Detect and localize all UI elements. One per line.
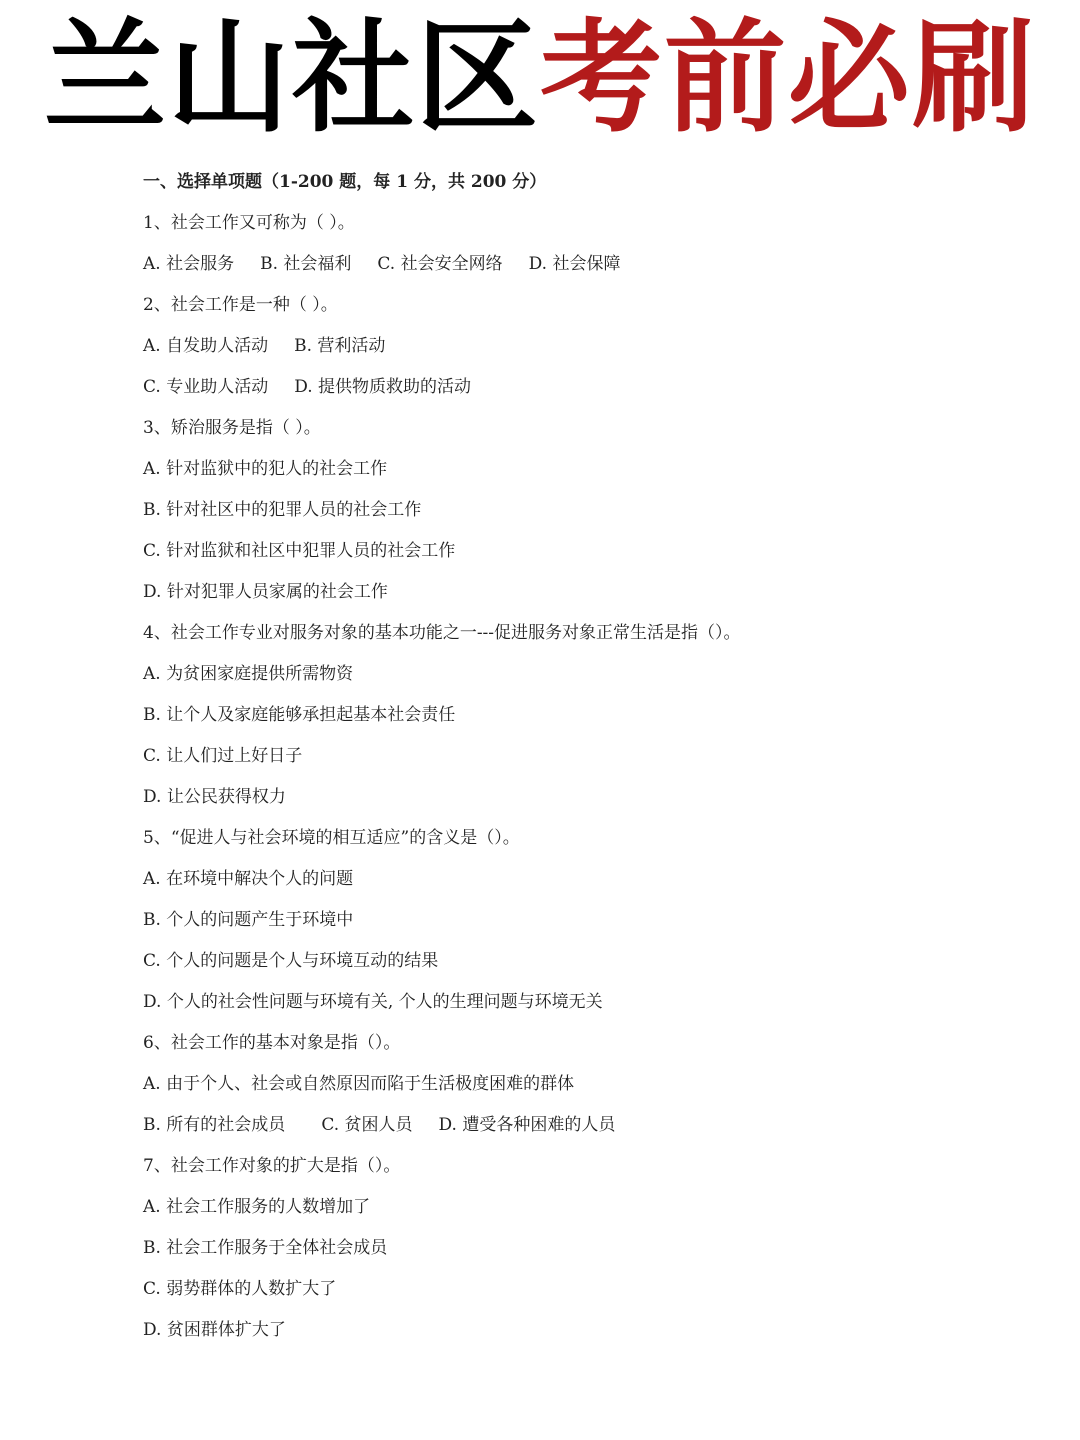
question-4-option-a: A. 为贫困家庭提供所需物资 <box>143 664 354 684</box>
question-2-option-d: D. 提供物质救助的活动 <box>294 377 472 397</box>
question-4-option-c: C. 让人们过上好日子 <box>143 746 303 766</box>
question-5-option-d: D. 个人的社会性问题与环境有关, 个人的生理问题与环境无关 <box>143 992 603 1012</box>
question-4-stem: 4、社会工作专业对服务对象的基本功能之一---促进服务对象正常生活是指（）。 <box>143 623 741 643</box>
question-7-option-c: C. 弱势群体的人数扩大了 <box>143 1279 337 1299</box>
question-1-stem: 1、社会工作又可称为（ ）。 <box>143 213 355 233</box>
question-6-option-c: C. 贫困人员 <box>321 1115 413 1135</box>
question-3-option-d: D. 针对犯罪人员家属的社会工作 <box>143 582 388 602</box>
question-1-option-d: D. 社会保障 <box>528 254 621 274</box>
question-4-option-b: B. 让个人及家庭能够承担起基本社会责任 <box>143 705 456 725</box>
section-title: 一、选择单项题（1-200 题，每 1 分，共 200 分） <box>143 172 547 192</box>
question-3-stem: 3、矫治服务是指（ ）。 <box>143 418 321 438</box>
question-1-option-b: B. 社会福利 <box>260 254 352 274</box>
question-1-option-c: C. 社会安全网络 <box>377 254 503 274</box>
question-2-options-row-1 <box>143 326 1043 367</box>
question-1-options <box>143 244 1043 285</box>
question-2-option-c: C. 专业助人活动 <box>143 377 269 397</box>
question-6-option-d: D. 遭受各种困难的人员 <box>438 1115 616 1135</box>
question-5-option-c: C. 个人的问题是个人与环境互动的结果 <box>143 951 439 971</box>
question-2-option-b: B. 营利活动 <box>294 336 386 356</box>
question-2-options-row-2 <box>143 367 1043 408</box>
question-2-option-a: A. 自发助人活动 <box>143 336 269 356</box>
headline-community-name: 兰山社区 <box>44 7 540 149</box>
question-7-option-b: B. 社会工作服务于全体社会成员 <box>143 1238 388 1258</box>
question-2-stem: 2、社会工作是一种（ ）。 <box>143 295 338 315</box>
question-6-stem: 6、社会工作的基本对象是指（）。 <box>143 1033 401 1053</box>
question-5-option-a: A. 在环境中解决个人的问题 <box>143 869 354 889</box>
page-headline <box>0 8 1080 148</box>
question-7-option-d: D. 贫困群体扩大了 <box>143 1320 286 1340</box>
question-3-option-b: B. 针对社区中的犯罪人员的社会工作 <box>143 500 422 520</box>
exam-document <box>143 162 1043 1351</box>
question-6-option-b: B. 所有的社会成员 <box>143 1115 286 1135</box>
question-6-option-a: A. 由于个人、社会或自然原因而陷于生活极度困难的群体 <box>143 1074 575 1094</box>
question-1-option-a: A. 社会服务 <box>143 254 235 274</box>
question-3-option-a: A. 针对监狱中的犯人的社会工作 <box>143 459 388 479</box>
question-7-stem: 7、社会工作对象的扩大是指（）。 <box>143 1156 401 1176</box>
question-3-option-c: C. 针对监狱和社区中犯罪人员的社会工作 <box>143 541 456 561</box>
question-6-options-row <box>143 1105 1043 1146</box>
question-5-stem: 5、“促进人与社会环境的相互适应”的含义是（）。 <box>143 828 520 848</box>
question-5-option-b: B. 个人的问题产生于环境中 <box>143 910 354 930</box>
question-4-option-d: D. 让公民获得权力 <box>143 787 286 807</box>
headline-exam-slogan: 考前必刷 <box>540 7 1036 149</box>
question-7-option-a: A. 社会工作服务的人数增加了 <box>143 1197 371 1217</box>
